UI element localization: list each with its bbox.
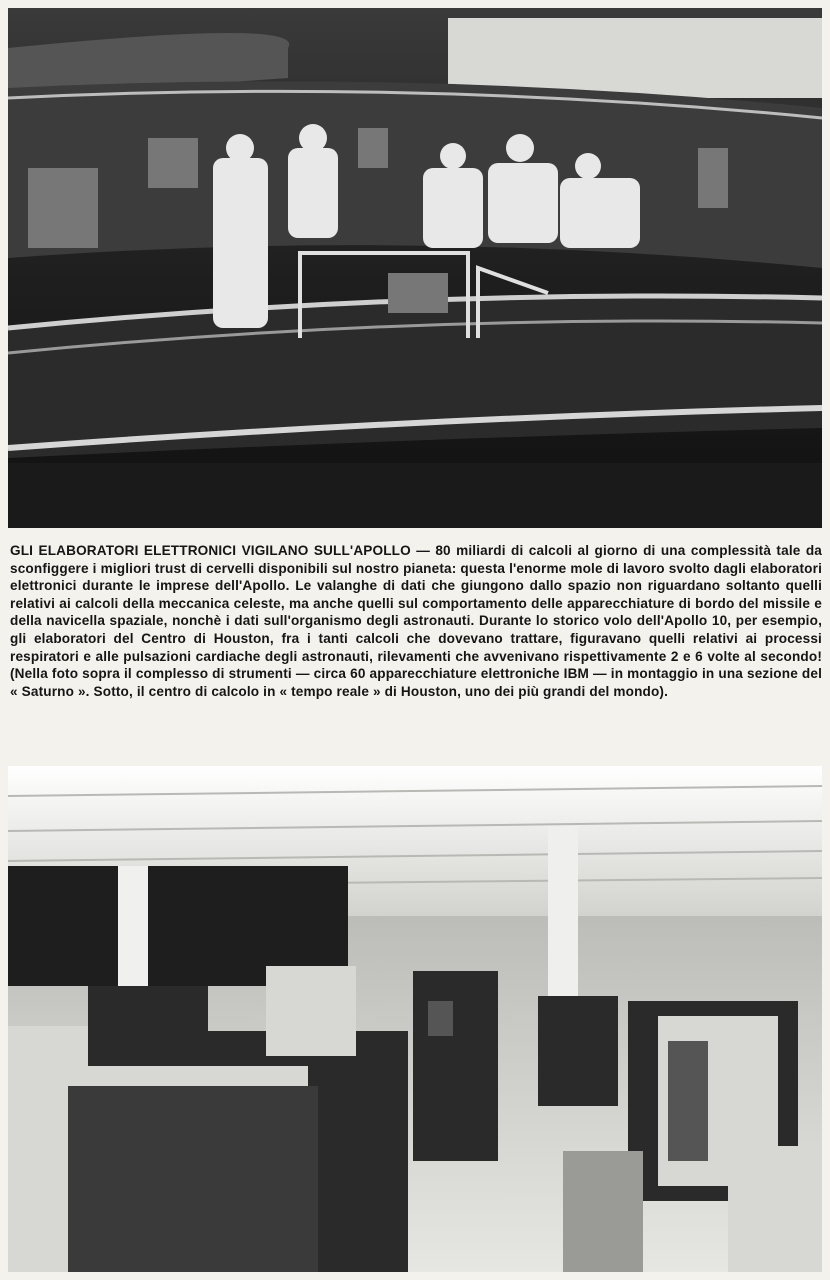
caption-body: — 80 miliardi di calcoli al giorno di una complessità tale da sconfiggere i migliori trust di cervelli disponibili sul nostro pianeta: questa l'enorme mole di lavoro svolto dagli elaboratori elettronici durante le imprese dell'Apollo. Le valanghe di dati che giungono dallo spazio non riguardano soltanto quelli relativi ai calcoli della meccanica celeste, ma anche quelli sul comportamento delle apparecchiature di bordo del missile e della navicella spaziale, nonchè i dati sull'organismo degli astronauti. Durante lo storico volo dell'Apollo 10, per esempio, gli elaboratori del Centro di Houston, fra i tanti calcoli che dovevano trattare, figuravano quelli relativi ai processi respiratori e alle pulsazioni cardiache degli astronauti, rilevamenti che avvenivano rispettivamente 2 e 6 volte al secondo! (Nella foto sopra il complesso di strumenti — circa 60 apparecchiature elettroniche IBM — in montaggio in una sezione del « Saturno ». Sotto, il centro di calcolo in « tempo reale » di Houston, uno dei più grandi del mondo). xyxy=(10,543,822,699)
photo-instrument-ring xyxy=(8,8,822,528)
caption-headline: GLI ELABORATORI ELETTRONICI VIGILANO SULL'APOLLO xyxy=(10,543,411,558)
photo-caption xyxy=(10,542,822,700)
photo-houston-computer-center xyxy=(8,766,822,1272)
